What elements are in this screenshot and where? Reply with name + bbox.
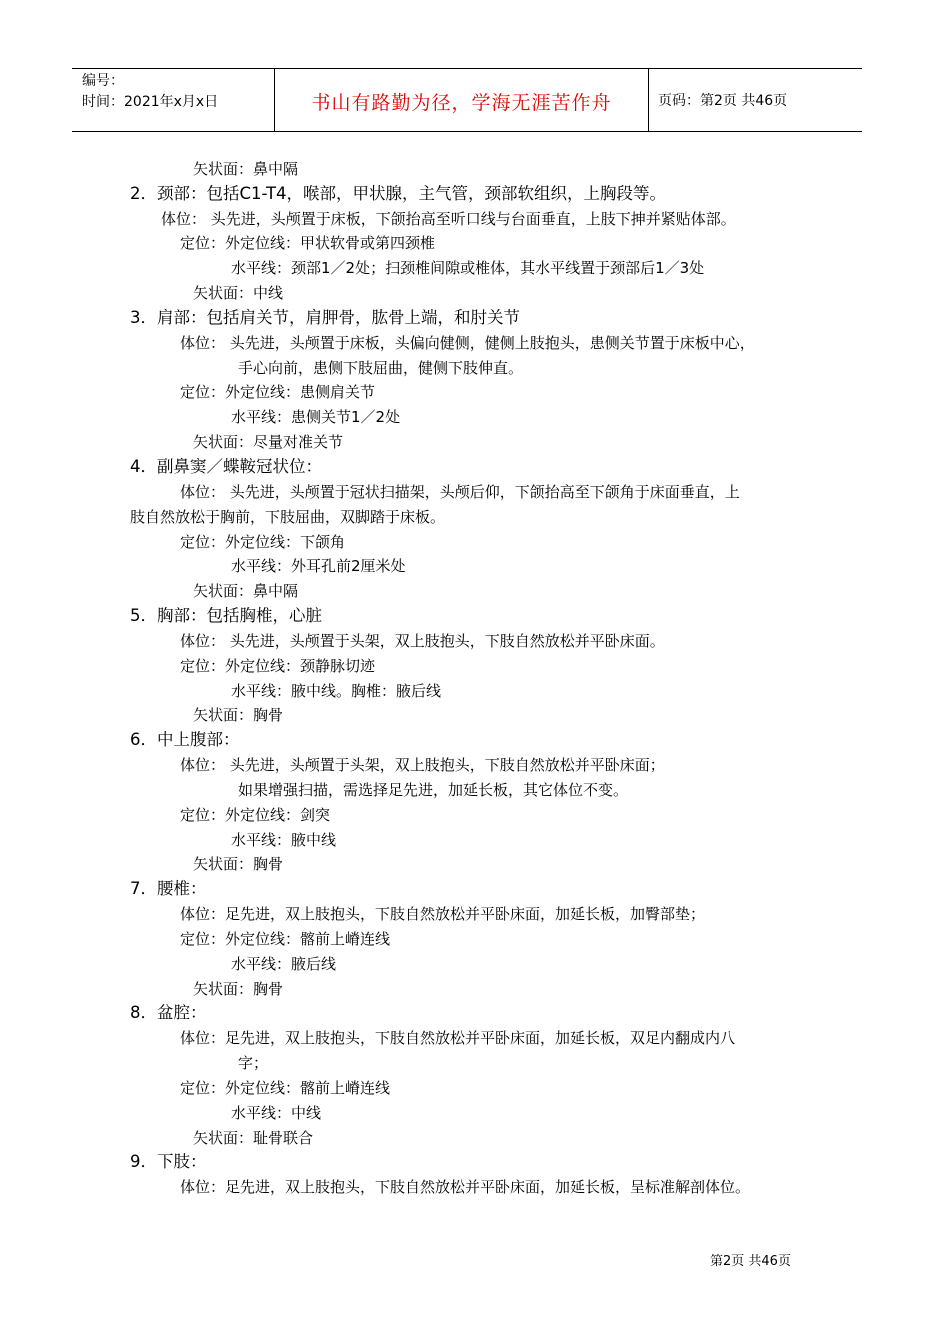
section-heading: 4．副鼻窦／蝶鞍冠状位：: [130, 457, 322, 476]
header-meta: [82, 71, 218, 113]
text-line: 矢状面：耻骨联合: [193, 1129, 314, 1147]
section-heading: 3．肩部：包括肩关节，肩胛骨，肱骨上端，和肘关节: [130, 308, 520, 327]
section-heading: 8．盆腔：: [130, 1003, 207, 1022]
section-heading: 9．下肢：: [130, 1152, 207, 1171]
section-heading: 6．中上腹部：: [130, 730, 240, 749]
section-heading: 7．腰椎：: [130, 879, 207, 898]
text-line: 定位：外定位线：颈静脉切迹: [180, 657, 376, 675]
text-line: 定位：外定位线：下颌角: [180, 533, 346, 551]
header-page-info: 页码：第2页 共46页: [658, 93, 788, 109]
text-line: 体位： 头先进，头颅置于头架，双上肢抱头，下肢自然放松并平卧床面。: [180, 632, 665, 650]
text-line: 定位：外定位线：甲状软骨或第四颈椎: [180, 234, 436, 252]
text-line: 水平线：腋后线: [231, 955, 337, 973]
text-line: 体位：足先进，双上肢抱头，下肢自然放松并平卧床面，加延长板，加臀部垫；: [180, 905, 706, 923]
text-line: 矢状面：中线: [193, 284, 284, 302]
number-label: 编号：: [82, 73, 124, 89]
text-line: 水平线：外耳孔前2厘米处: [231, 557, 406, 575]
text-line: 矢状面：胸骨: [193, 706, 284, 724]
text-line: 体位： 头先进，头颅置于头架，双上肢抱头，下肢自然放松并平卧床面；: [180, 756, 665, 774]
text-line: 水平线：中线: [231, 1104, 322, 1122]
text-line: 水平线：腋中线。胸椎：腋后线: [231, 682, 442, 700]
text-line: 矢状面：尽量对准关节: [193, 433, 344, 451]
document-header: [72, 68, 862, 132]
text-line: 体位：足先进，双上肢抱头，下肢自然放松并平卧床面，加延长板，呈标准解剖体位。: [180, 1178, 751, 1196]
header-motto: 书山有路勤为径，学海无涯苦作舟: [311, 92, 612, 114]
text-line: 定位：外定位线：剑突: [180, 806, 331, 824]
text-line: 体位： 头先进，头颅置于床板，下颌抬高至听口线与台面垂直，上肢下抻并紧贴体部。: [161, 210, 736, 228]
page-footer: 第2页 共46页: [710, 1254, 791, 1269]
text-line: 定位：外定位线：髂前上嵴连线: [180, 930, 391, 948]
text-line: 矢状面：胸骨: [193, 980, 284, 998]
header-divider: [648, 69, 649, 131]
section-heading: 2．颈部：包括C1-T4，喉部，甲状腺，主气管，颈部软组织，上胸段等。: [130, 184, 667, 203]
text-line: 字；: [238, 1054, 269, 1072]
text-line: 手心向前，患侧下肢屈曲，健侧下肢伸直。: [238, 359, 524, 377]
text-line: 矢状面：鼻中隔: [193, 582, 299, 600]
text-line: 水平线：颈部1／2处；扫颈椎间隙或椎体，其水平线置于颈部后1／3处: [231, 259, 705, 277]
text-line: 如果增强扫描，需选择足先进，加延长板，其它体位不变。: [238, 781, 629, 799]
text-line: 定位：外定位线：患侧肩关节: [180, 383, 376, 401]
section-heading: 5．胸部：包括胸椎，心脏: [130, 606, 322, 625]
text-line: 水平线：患侧关节1／2处: [231, 408, 401, 426]
text-line: 水平线：腋中线: [231, 831, 337, 849]
text-line: 体位：足先进，双上肢抱头，下肢自然放松并平卧床面，加延长板，双足内翻成内八: [180, 1029, 736, 1047]
text-line: 体位： 头先进，头颅置于冠状扫描架，头颅后仰，下颌抬高至下颌角于床面垂直，上: [180, 483, 740, 501]
text-line: 肢自然放松于胸前，下肢屈曲，双脚踏于床板。: [130, 508, 446, 526]
text-line: 定位：外定位线：髂前上嵴连线: [180, 1079, 391, 1097]
time-label: 时间：2021年x月x日: [82, 94, 219, 110]
text-line: 矢状面：鼻中隔: [193, 160, 299, 178]
text-line: 矢状面：胸骨: [193, 855, 284, 873]
text-line: 体位： 头先进，头颅置于床板，头偏向健侧，健侧上肢抱头，患侧关节置于床板中心，: [180, 334, 755, 352]
